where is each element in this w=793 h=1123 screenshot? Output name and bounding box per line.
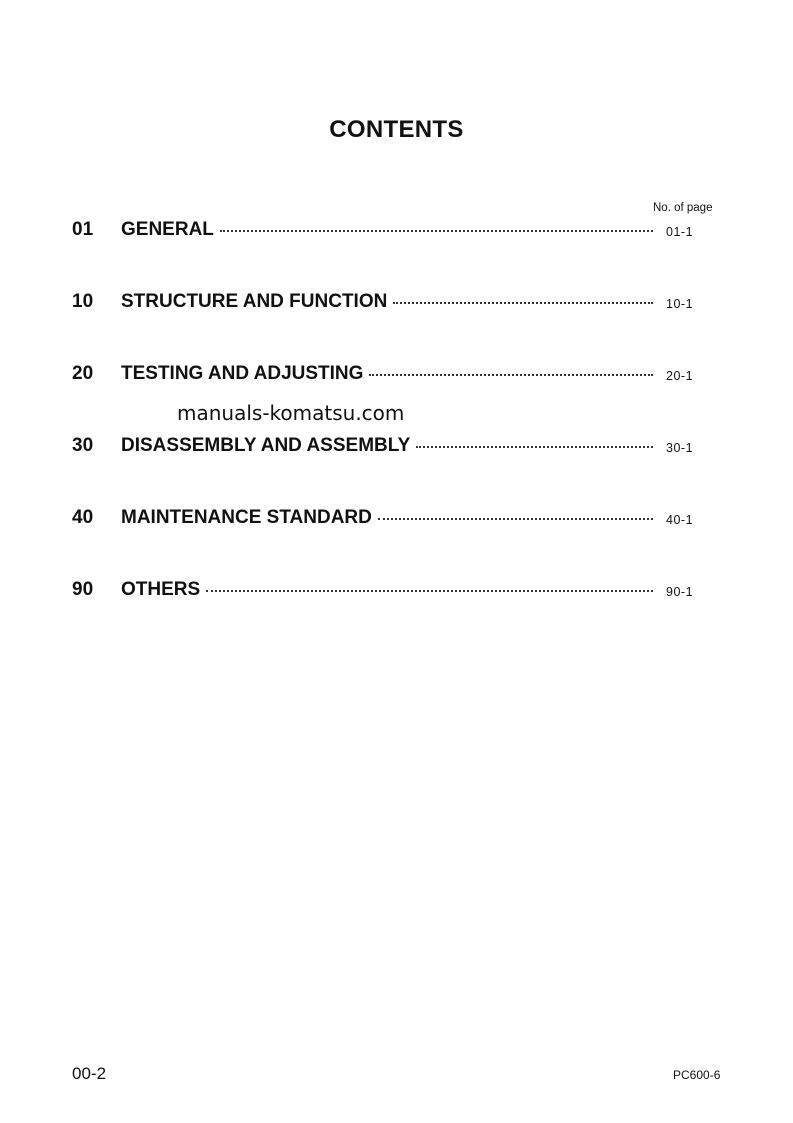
toc-entry-number: 10	[72, 291, 94, 312]
toc-entry-disassembly-and-assembly[interactable]	[72, 435, 700, 461]
page-title: CONTENTS	[329, 116, 464, 143]
watermark-text: manuals-komatsu.com	[177, 401, 405, 425]
toc-entry-title: STRUCTURE AND FUNCTION	[121, 291, 388, 312]
toc-leader-dots	[206, 590, 653, 592]
toc-leader-dots	[220, 230, 653, 232]
footer-page-number: 00-2	[72, 1064, 107, 1083]
toc-entry-page: 40-1	[666, 513, 694, 527]
toc-entry-number: 01	[72, 219, 94, 240]
toc-entry-title: GENERAL	[121, 219, 214, 240]
toc-entry-title: MAINTENANCE STANDARD	[121, 507, 372, 528]
toc-leader-dots	[393, 302, 653, 304]
footer-model: PC600-6	[673, 1068, 721, 1082]
toc-entry-page: 01-1	[666, 225, 694, 239]
toc-entry-title: TESTING AND ADJUSTING	[121, 363, 364, 384]
toc-entry-page: 90-1	[666, 585, 694, 599]
toc-entry-page: 30-1	[666, 441, 694, 455]
toc-entry-number: 20	[72, 363, 94, 384]
toc-entry-general[interactable]	[72, 219, 700, 245]
toc-leader-dots	[369, 374, 653, 376]
toc-entry-title: OTHERS	[121, 579, 201, 600]
toc-entry-number: 30	[72, 435, 94, 456]
toc-leader-dots	[378, 518, 653, 520]
toc-leader-dots	[416, 446, 653, 448]
toc-entry-testing-and-adjusting[interactable]	[72, 363, 700, 389]
toc-entry-maintenance-standard[interactable]	[72, 507, 700, 533]
page-column-header: No. of page	[653, 202, 713, 214]
toc-entry-structure-and-function[interactable]	[72, 291, 700, 317]
toc-entry-number: 40	[72, 507, 94, 528]
toc-entry-page: 10-1	[666, 297, 694, 311]
toc-entry-page: 20-1	[666, 369, 694, 383]
toc-entry-number: 90	[72, 579, 94, 600]
toc-entry-others[interactable]	[72, 579, 700, 605]
toc-entry-title: DISASSEMBLY AND ASSEMBLY	[121, 435, 411, 456]
